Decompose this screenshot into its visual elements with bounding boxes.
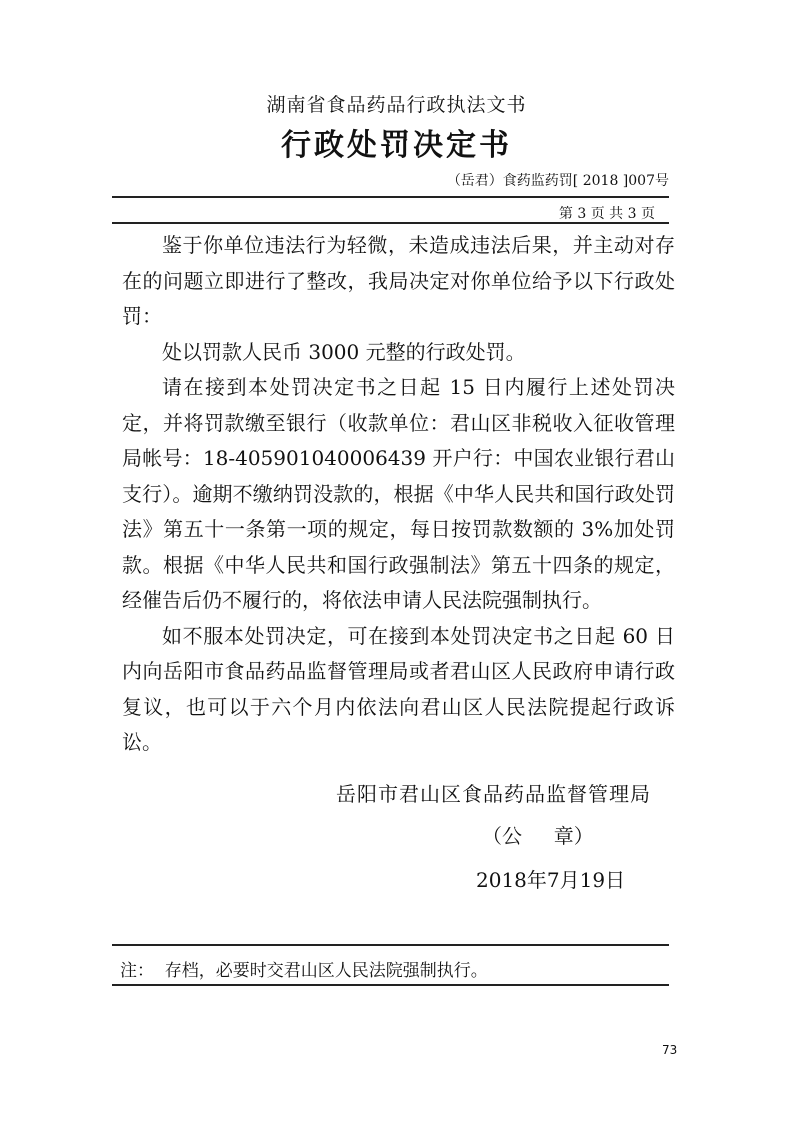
header-divider — [112, 196, 669, 198]
paragraph-payment-instructions: 请在接到本处罚决定书之日起 15 日内履行上述处罚决定，并将罚款缴至银行（收款单位：君山区非税收入征收管理局帐号：18-405901040006439 开户行：中国农业银行君山支行）。逾期不缴纳罚没款的，根据《中华人民共和国行政处罚法》第五十一条第一项的规定，每日按罚款数额的 3%加处罚款。根据《中华人民共和国行政强制法》第五十四条的规定，经催告后仍不履行的，将依法申请人民法院强制执行。 — [122, 375, 675, 612]
seal-placeholder: （公 章） — [482, 824, 594, 848]
note-bottom-divider — [112, 984, 669, 986]
note-top-divider — [112, 944, 669, 946]
paragraph-appeal-rights: 如不服本处罚决定，可在接到本处罚决定书之日起 60 日内向岳阳市食品药品监督管理局或者君山区人民政府申请行政复议，也可以于六个月内依法向君山区人民法院提起行政诉讼。 — [122, 623, 675, 754]
agency-doc-type: 湖南省食品药品行政执法文书 — [266, 94, 527, 116]
paragraph-penalty-amount: 处以罚款人民币 3000 元整的行政处罚。 — [162, 339, 526, 364]
issue-date: 2018年7月19日 — [476, 868, 626, 892]
paragraph-penalty-basis: 鉴于你单位违法行为轻微，未造成违法后果，并主动对存在的问题立即进行了整改，我局决定对你单位给予以下行政处罚： — [122, 233, 675, 328]
page-info-divider — [112, 222, 669, 224]
document-number: （岳君）食药监药罚[ 2018 ]007号 — [446, 173, 669, 189]
archive-note: 注： 存档，必要时交君山区人民法院强制执行。 — [120, 961, 488, 981]
page-number: 73 — [662, 1043, 678, 1057]
issuing-authority: 岳阳市君山区食品药品监督管理局 — [336, 782, 651, 806]
body-text — [122, 228, 675, 761]
page-info: 第 3 页 共 3 页 — [558, 206, 655, 222]
page-title: 行政处罚决定书 — [281, 128, 512, 163]
